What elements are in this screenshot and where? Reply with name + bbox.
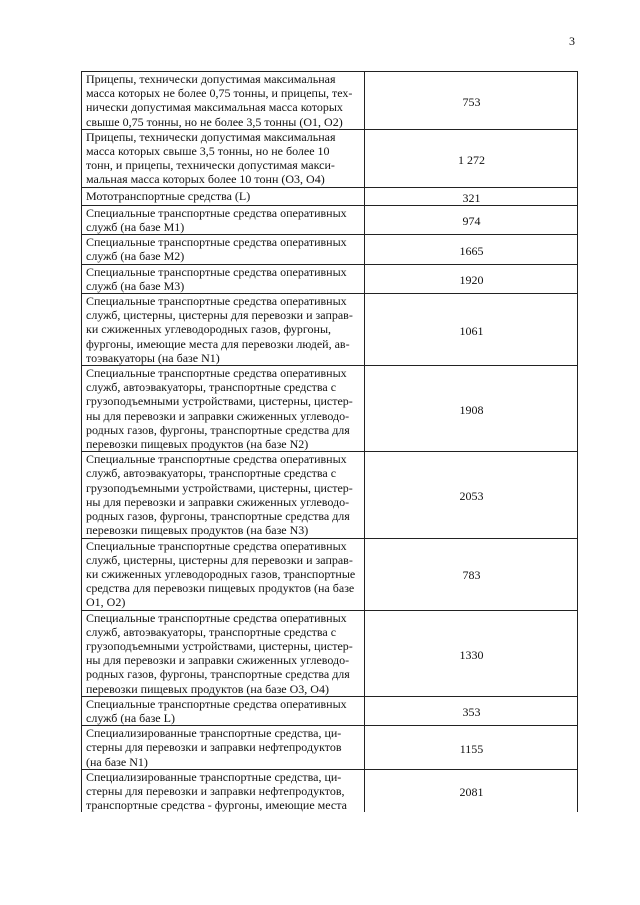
table-row bbox=[82, 235, 578, 264]
description-line: нически допустимая максимальная масса которых bbox=[86, 100, 343, 115]
fee-value: 1 272 bbox=[365, 129, 578, 187]
table-row bbox=[82, 769, 578, 812]
description-line: Специальные транспортные средства оперативных bbox=[86, 205, 347, 220]
description-line: служб, цистерны, цистерны для перевозки и заправ- bbox=[86, 552, 353, 567]
description-line: служб (на базе M2) bbox=[86, 249, 185, 264]
vehicle-category-description bbox=[82, 696, 365, 725]
table-body bbox=[82, 72, 578, 813]
fee-value: 1920 bbox=[365, 264, 578, 293]
description-line: тонн, и прицепы, технически допустимая макси- bbox=[86, 158, 335, 173]
fee-value: 1155 bbox=[365, 726, 578, 770]
description-line: Специальные транспортные средства оперативных bbox=[86, 696, 347, 711]
vehicle-category-description bbox=[82, 538, 365, 610]
description-line: мальная масса которых более 10 тонн (O3, O4) bbox=[86, 172, 325, 187]
description-line: масса которых не более 0,75 тонны, и прицепы, тех- bbox=[86, 86, 353, 101]
description-line: свыше 0,75 тонны, но не более 3,5 тонны (O1, O2) bbox=[86, 114, 343, 129]
fee-value: 1908 bbox=[365, 366, 578, 452]
table-row bbox=[82, 538, 578, 610]
table-row bbox=[82, 205, 578, 234]
description-line: служб, цистерны, цистерны для перевозки и заправ- bbox=[86, 308, 353, 323]
description-line: стерны для перевозки и заправки нефтепродуктов bbox=[86, 740, 342, 755]
description-line: ны для перевозки и заправки сжиженных углеводо- bbox=[86, 494, 350, 509]
description-line: транспортные средства - фургоны, имеющие места bbox=[86, 798, 347, 813]
description-line: Специализированные транспортные средства, ци- bbox=[86, 726, 342, 741]
description-line: Специализированные транспортные средства, ци- bbox=[86, 769, 342, 784]
description-line: Мототранспортные средства (L) bbox=[86, 189, 251, 204]
vehicle-category-description bbox=[82, 129, 365, 187]
table-row bbox=[82, 726, 578, 770]
description-line: стерны для перевозки и заправки нефтепродуктов, bbox=[86, 783, 345, 798]
fee-value: 783 bbox=[365, 538, 578, 610]
description-line: служб, автоэвакуаторы, транспортные средства с bbox=[86, 624, 337, 639]
description-line: родных газов, фургоны, транспортные средства для bbox=[86, 422, 350, 437]
table-row bbox=[82, 610, 578, 696]
description-line: перевозки пищевых продуктов (на базе N2) bbox=[86, 437, 309, 452]
description-line: Специальные транспортные средства оперативных bbox=[86, 452, 347, 467]
fee-value: 2081 bbox=[365, 769, 578, 812]
description-line: грузоподъемными устройствами, цистерны, цистер- bbox=[86, 394, 353, 409]
description-line: служб (на базе L) bbox=[86, 710, 175, 725]
description-line: средства для перевозки пищевых продуктов (на базе bbox=[86, 581, 355, 596]
description-line: ки сжиженных углеводородных газов, транспортные bbox=[86, 566, 356, 581]
description-line: Прицепы, технически допустимая максимальная bbox=[86, 129, 336, 144]
fee-value: 753 bbox=[365, 72, 578, 130]
description-line: Специальные транспортные средства оперативных bbox=[86, 610, 347, 625]
vehicle-category-description bbox=[82, 205, 365, 234]
table-row bbox=[82, 129, 578, 187]
description-line: грузоподъемными устройствами, цистерны, цистер- bbox=[86, 480, 353, 495]
vehicle-category-description bbox=[82, 452, 365, 538]
fee-value: 353 bbox=[365, 696, 578, 725]
description-line: Специальные транспортные средства оперативных bbox=[86, 538, 347, 553]
description-line: ки сжиженных углеводородных газов, фургоны, bbox=[86, 322, 332, 337]
description-line: служб (на базе M1) bbox=[86, 220, 185, 235]
table-row bbox=[82, 264, 578, 293]
fee-value: 1061 bbox=[365, 294, 578, 366]
description-line: Прицепы, технически допустимая максимальная bbox=[86, 72, 336, 86]
vehicle-category-description bbox=[82, 72, 365, 130]
vehicle-category-description bbox=[82, 264, 365, 293]
description-line: (на базе N1) bbox=[86, 754, 148, 769]
description-line: служб, автоэвакуаторы, транспортные средства с bbox=[86, 466, 337, 481]
description-line: служб (на базе M3) bbox=[86, 278, 185, 293]
description-line: ны для перевозки и заправки сжиженных углеводо- bbox=[86, 408, 350, 423]
description-line: Специальные транспортные средства оперативных bbox=[86, 235, 347, 250]
table-row bbox=[82, 366, 578, 452]
description-line: грузоподъемными устройствами, цистерны, цистер- bbox=[86, 638, 353, 653]
description-line: родных газов, фургоны, транспортные средства для bbox=[86, 667, 350, 682]
vehicle-category-description bbox=[82, 769, 365, 812]
fee-value: 1330 bbox=[365, 610, 578, 696]
description-line: Специальные транспортные средства оперативных bbox=[86, 366, 347, 381]
vehicle-category-description bbox=[82, 187, 365, 205]
description-line: фургоны, имеющие места для перевозки людей, ав- bbox=[86, 336, 350, 351]
description-line: ны для перевозки и заправки сжиженных углеводо- bbox=[86, 653, 350, 668]
page-number: 3 bbox=[569, 34, 575, 48]
description-line: Специальные транспортные средства оперативных bbox=[86, 264, 347, 279]
vehicle-category-description bbox=[82, 366, 365, 452]
vehicle-category-description bbox=[82, 726, 365, 770]
description-line: служб, автоэвакуаторы, транспортные средства с bbox=[86, 380, 337, 395]
vehicle-category-table bbox=[81, 71, 578, 812]
table-row bbox=[82, 696, 578, 725]
vehicle-category-description bbox=[82, 235, 365, 264]
fee-value: 974 bbox=[365, 205, 578, 234]
description-line: тоэвакуаторы (на базе N1) bbox=[86, 350, 220, 365]
fee-value: 2053 bbox=[365, 452, 578, 538]
vehicle-category-description bbox=[82, 294, 365, 366]
description-line: перевозки пищевых продуктов (на базе O3, O4) bbox=[86, 681, 329, 696]
vehicle-category-description bbox=[82, 610, 365, 696]
table-row bbox=[82, 294, 578, 366]
table-row bbox=[82, 72, 578, 130]
description-line: родных газов, фургоны, транспортные средства для bbox=[86, 509, 350, 524]
fee-value: 321 bbox=[365, 187, 578, 205]
table-row bbox=[82, 187, 578, 205]
table-row bbox=[82, 452, 578, 538]
fee-value: 1665 bbox=[365, 235, 578, 264]
description-line: масса которых свыше 3,5 тонны, но не более 10 bbox=[86, 144, 330, 159]
description-line: Специальные транспортные средства оперативных bbox=[86, 294, 347, 309]
description-line: O1, O2) bbox=[86, 595, 126, 610]
description-line: перевозки пищевых продуктов (на базе N3) bbox=[86, 523, 309, 538]
